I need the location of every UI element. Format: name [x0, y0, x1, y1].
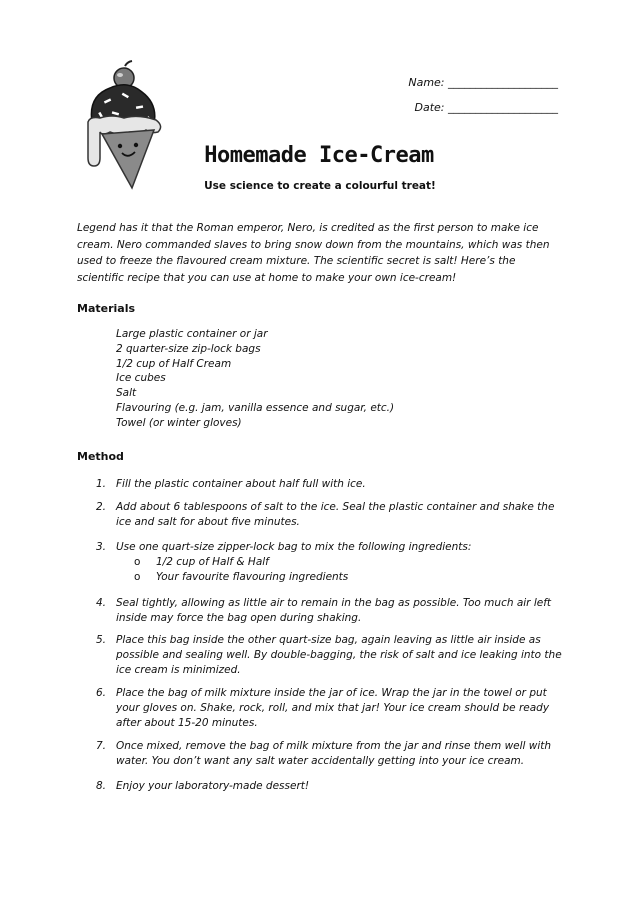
list-item: Salt	[116, 387, 137, 400]
list-item: Towel (or winter gloves)	[116, 416, 242, 429]
method-step-1	[96, 477, 566, 492]
step-text: Enjoy your laboratory-made dessert!	[116, 780, 310, 792]
subitem-text: 1/2 cup of Half & Half	[156, 556, 269, 568]
step-3-subitem-1	[134, 555, 269, 570]
page-title: Homemade Ice-Cream	[204, 143, 434, 168]
list-item: 1/2 cup of Half Cream	[116, 357, 232, 370]
list-item: Large plastic container or jar	[116, 328, 268, 340]
step-text: Add about 6 tablespoons of salt to the ice. Seal the plastic container and shake the ice and salt for about five minutes.	[116, 501, 555, 528]
method-step-3	[96, 540, 566, 555]
step-text: Place this bag inside the other quart-size bag, again leaving as little air inside as possible and sealing well. By double-bagging, the risk of salt and ice leaking into the ice cream is minimized.	[116, 634, 562, 676]
step-text: Fill the plastic container about half full with ice.	[116, 478, 366, 490]
list-item: Ice cubes	[116, 372, 166, 385]
method-step-7	[96, 739, 566, 769]
step-number: 4.	[96, 597, 107, 609]
step-number: 1.	[96, 478, 107, 490]
step-number: 8.	[96, 780, 107, 792]
step-number: 6.	[96, 687, 107, 699]
step-number: 3.	[96, 541, 107, 553]
method-step-6	[96, 686, 566, 731]
list-item: 2 quarter-size zip-lock bags	[116, 342, 261, 355]
step-number: 5.	[96, 634, 107, 646]
subitem-text: Your favourite flavouring ingredients	[156, 571, 349, 583]
method-step-8	[96, 779, 566, 794]
bullet-icon: o	[134, 556, 141, 568]
date-field: Date: ____________________	[414, 101, 558, 114]
list-item: Flavouring (e.g. jam, vanilla essence and sugar, etc.)	[116, 401, 395, 414]
method-step-2	[96, 500, 566, 530]
materials-heading: Materials	[77, 302, 136, 315]
step-text: Seal tightly, allowing as little air to remain in the bag as possible. Too much air left inside may force the bag open during shaking.	[116, 597, 552, 624]
step-3-subitem-2	[134, 570, 348, 585]
step-text: Place the bag of milk mixture inside the jar of ice. Wrap the jar in the towel or put your gloves on. Shake, rock, roll, and mix that jar! Your ice cream should be ready after about 15-20 minutes.	[116, 687, 550, 729]
bullet-icon: o	[134, 571, 141, 583]
step-number: 7.	[96, 740, 107, 752]
method-heading: Method	[77, 450, 124, 463]
intro-paragraph: Legend has it that the Roman emperor, Nero, is credited as the first person to make ice cream. Nero commanded slaves to bring snow down from the mountains, which was then used to freeze the flavoured cream mixture. The scientific secret is salt! Here’s the scientific recipe that you can use at home to make your own ice-cream!	[77, 222, 550, 284]
materials-list	[116, 327, 394, 431]
method-step-4	[96, 596, 566, 626]
ice-cream-cone-icon	[80, 60, 180, 195]
method-step-5	[96, 633, 566, 678]
name-field: Name: ____________________	[408, 76, 558, 89]
step-text: Use one quart-size zipper-lock bag to mix the following ingredients:	[116, 541, 472, 553]
step-text: Once mixed, remove the bag of milk mixture from the jar and rinse them well with water. You don’t want any salt water accidentally getting into your ice cream.	[116, 740, 552, 767]
step-number: 2.	[96, 501, 107, 513]
page-subtitle: Use science to create a colourful treat!	[204, 180, 436, 192]
